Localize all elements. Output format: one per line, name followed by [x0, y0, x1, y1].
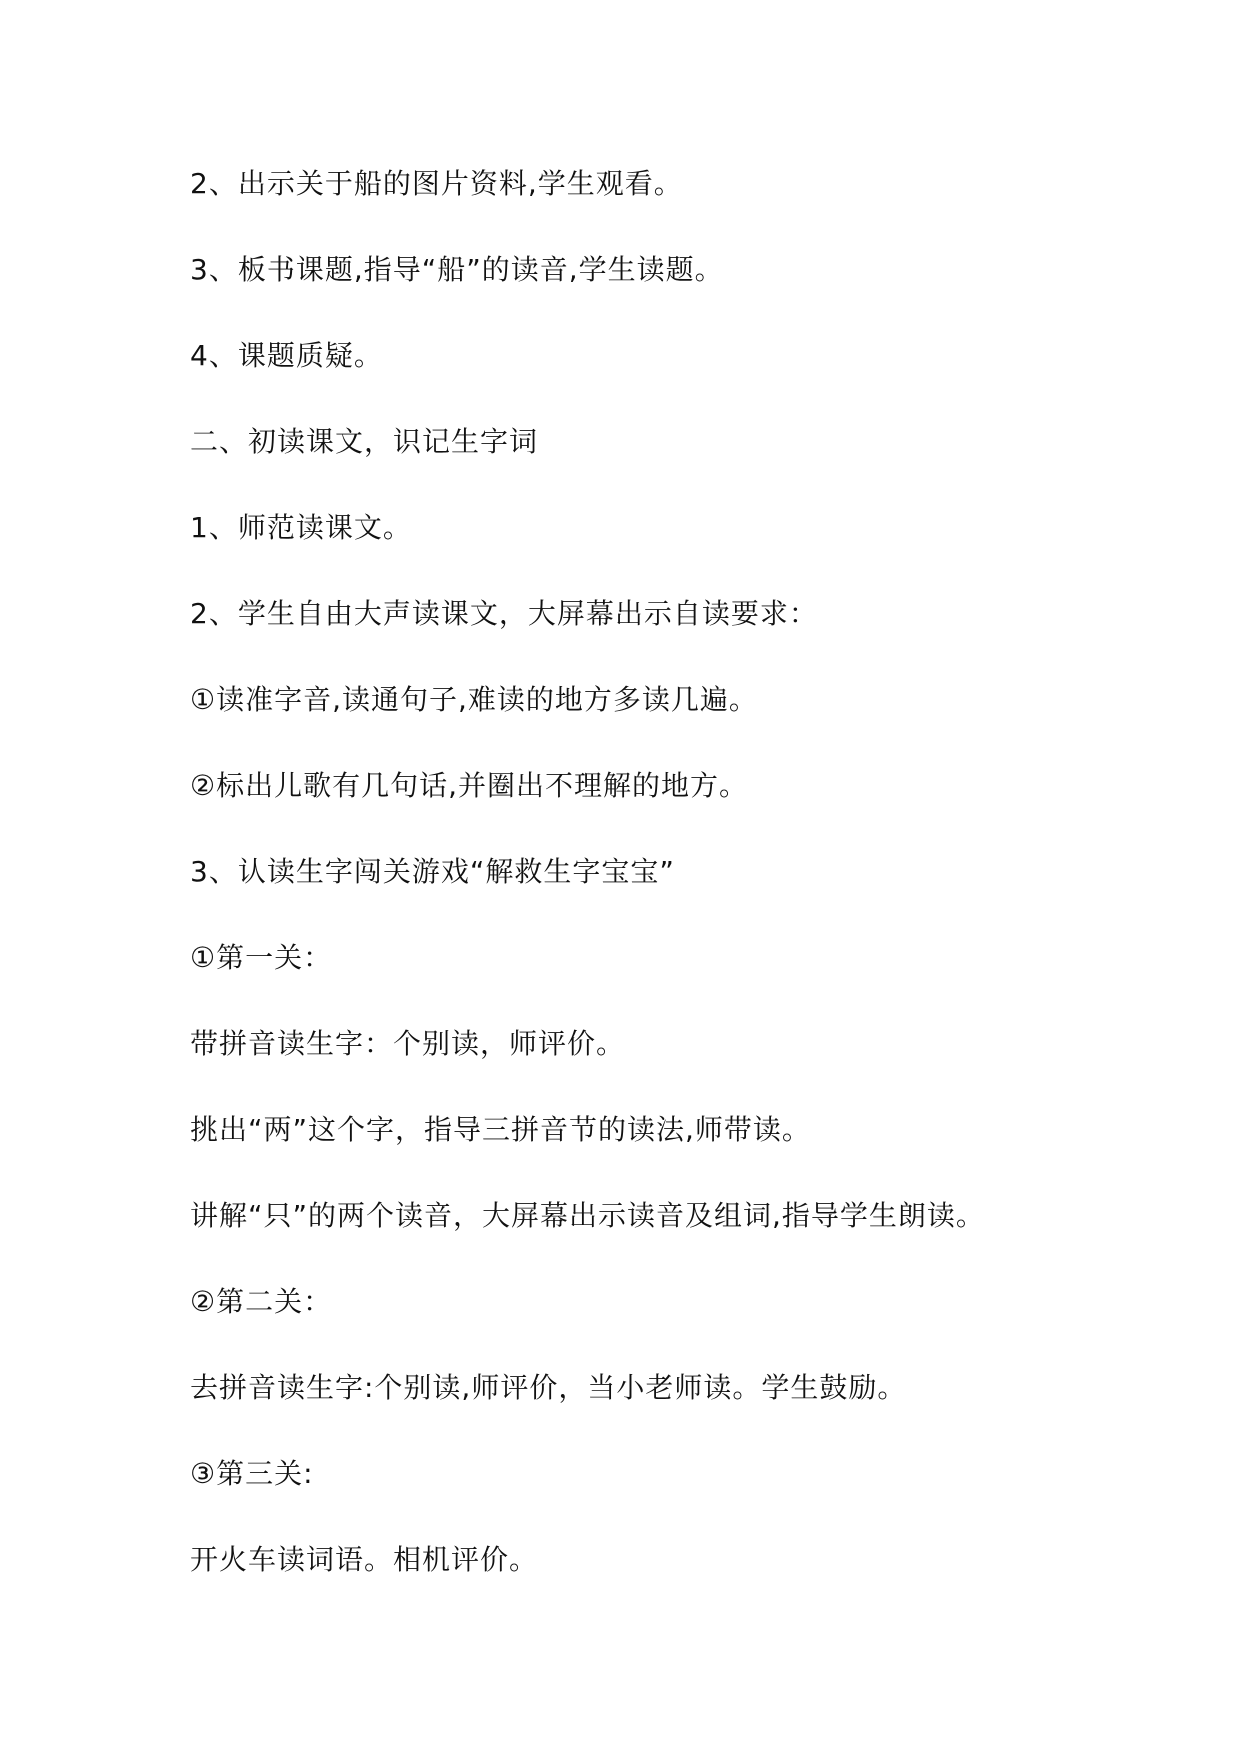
text-line: 挑出“两”这个字，指导三拼音节的读法,师带读。	[190, 1113, 811, 1146]
section-heading: 二、初读课文，识记生字词	[190, 425, 539, 458]
text-line: 3、认读生字闯关游戏“解救生字宝宝”	[190, 855, 675, 888]
text-line: ③第三关:	[190, 1457, 314, 1490]
text-line: 去拼音读生字:个别读,师评价，当小老师读。学生鼓励。	[190, 1371, 907, 1404]
text-line: 3、板书课题,指导“船”的读音,学生读题。	[190, 253, 724, 286]
text-line: ②第二关：	[190, 1285, 333, 1318]
text-line: ①读准字音,读通句子,难读的地方多读几遍。	[190, 683, 758, 716]
text-line: 带拼音读生字：个别读，师评价。	[190, 1027, 626, 1060]
text-line: ②标出儿歌有几句话,并圈出不理解的地方。	[190, 769, 749, 802]
text-line: 1、师范读课文。	[190, 511, 412, 544]
text-line: 4、课题质疑。	[190, 339, 383, 372]
text-line: 2、出示关于船的图片资料,学生观看。	[190, 167, 683, 200]
text-line: 开火车读词语。相机评价。	[190, 1543, 539, 1576]
text-line: 讲解“只”的两个读音，大屏幕出示读音及组词,指导学生朗读。	[190, 1199, 985, 1232]
text-line: 2、学生自由大声读课文，大屏幕出示自读要求：	[190, 597, 818, 630]
text-line: ①第一关：	[190, 941, 333, 974]
